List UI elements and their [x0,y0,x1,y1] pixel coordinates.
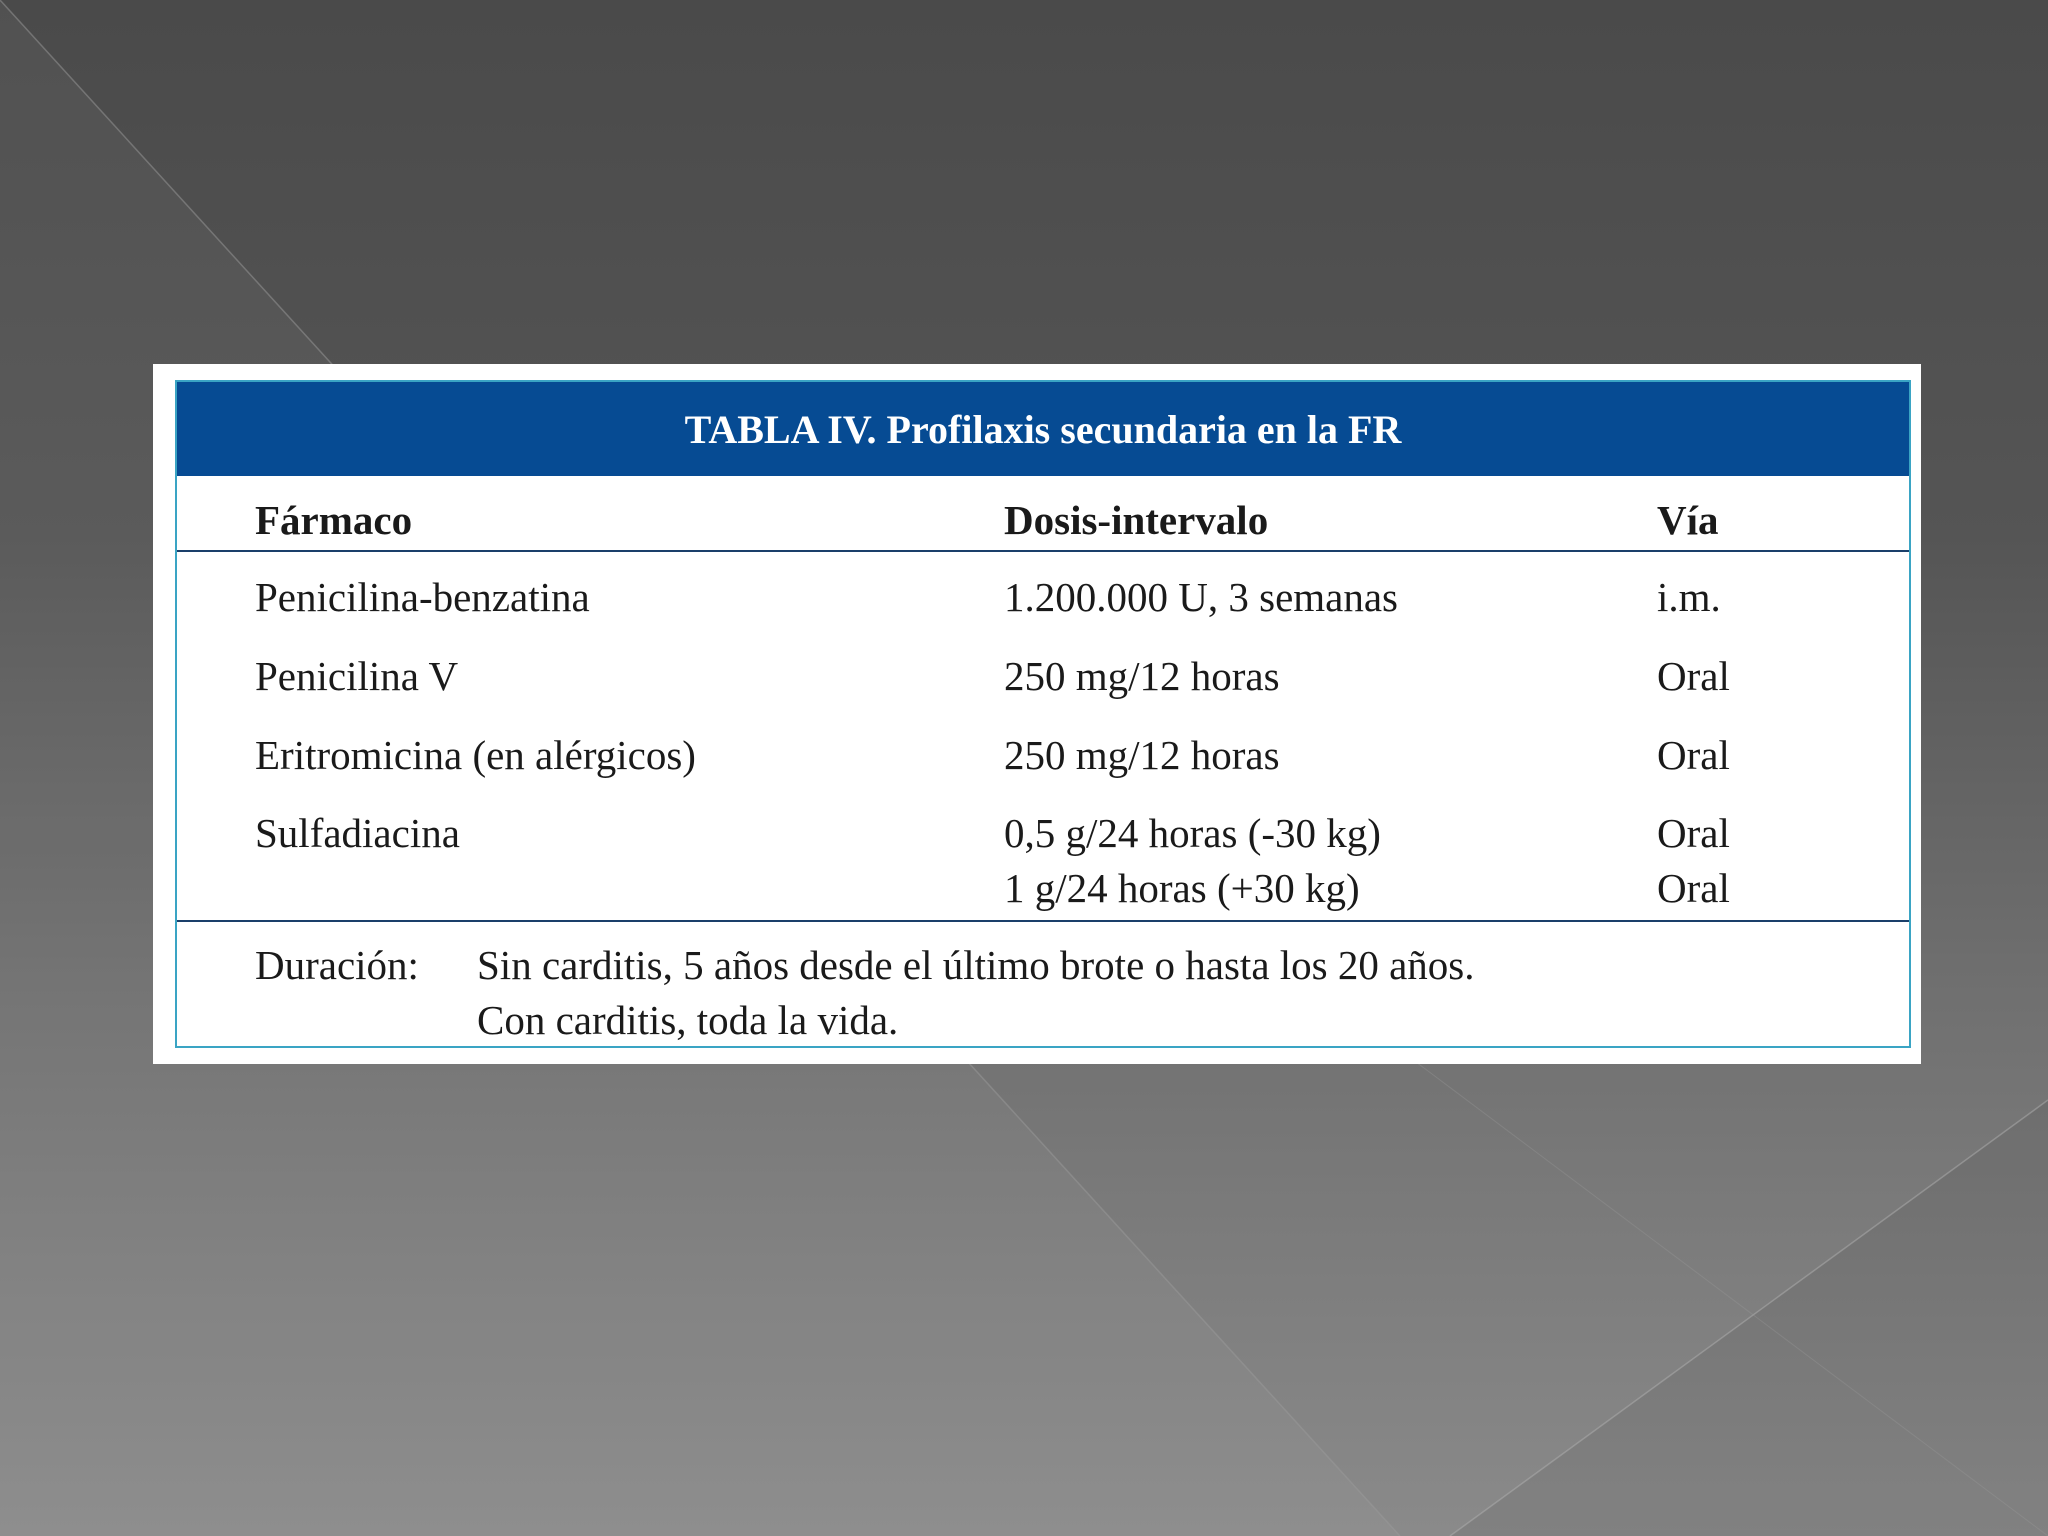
table-cell-dose: 1.200.000 U, 3 semanas [1004,574,1399,620]
header-divider [177,550,1909,552]
duration-text: Sin carditis, 5 años desde el último brote o hasta los 20 años. [477,942,1475,988]
header-dose: Dosis-intervalo [1004,497,1269,543]
table-cell-drug: Sulfadiacina [255,810,460,856]
table-cell-route: Oral [1657,865,1730,911]
table-cell-drug: Penicilina-benzatina [255,574,590,620]
duration-label: Duración: [255,942,419,988]
table-cell-route: Oral [1657,810,1730,856]
table-cell-route: i.m. [1657,574,1721,620]
table-cell-drug: Penicilina V [255,653,459,699]
footer-divider [177,920,1909,922]
table-cell-dose: 1 g/24 horas (+30 kg) [1004,865,1360,911]
prophylaxis-table [175,380,1911,1048]
table-title: TABLA IV. Profilaxis secundaria en la FR [177,382,1909,476]
table-cell-dose: 0,5 g/24 horas (-30 kg) [1004,810,1381,856]
table-cell-dose: 250 mg/12 horas [1004,653,1280,699]
duration-text: Con carditis, toda la vida. [477,997,899,1043]
table-cell-route: Oral [1657,732,1730,778]
table-cell-route: Oral [1657,653,1730,699]
header-drug: Fármaco [255,497,413,543]
header-route: Vía [1657,497,1719,543]
table-cell-dose: 250 mg/12 horas [1004,732,1280,778]
table-cell-drug: Eritromicina (en alérgicos) [255,732,696,778]
table-image [153,364,1921,1064]
